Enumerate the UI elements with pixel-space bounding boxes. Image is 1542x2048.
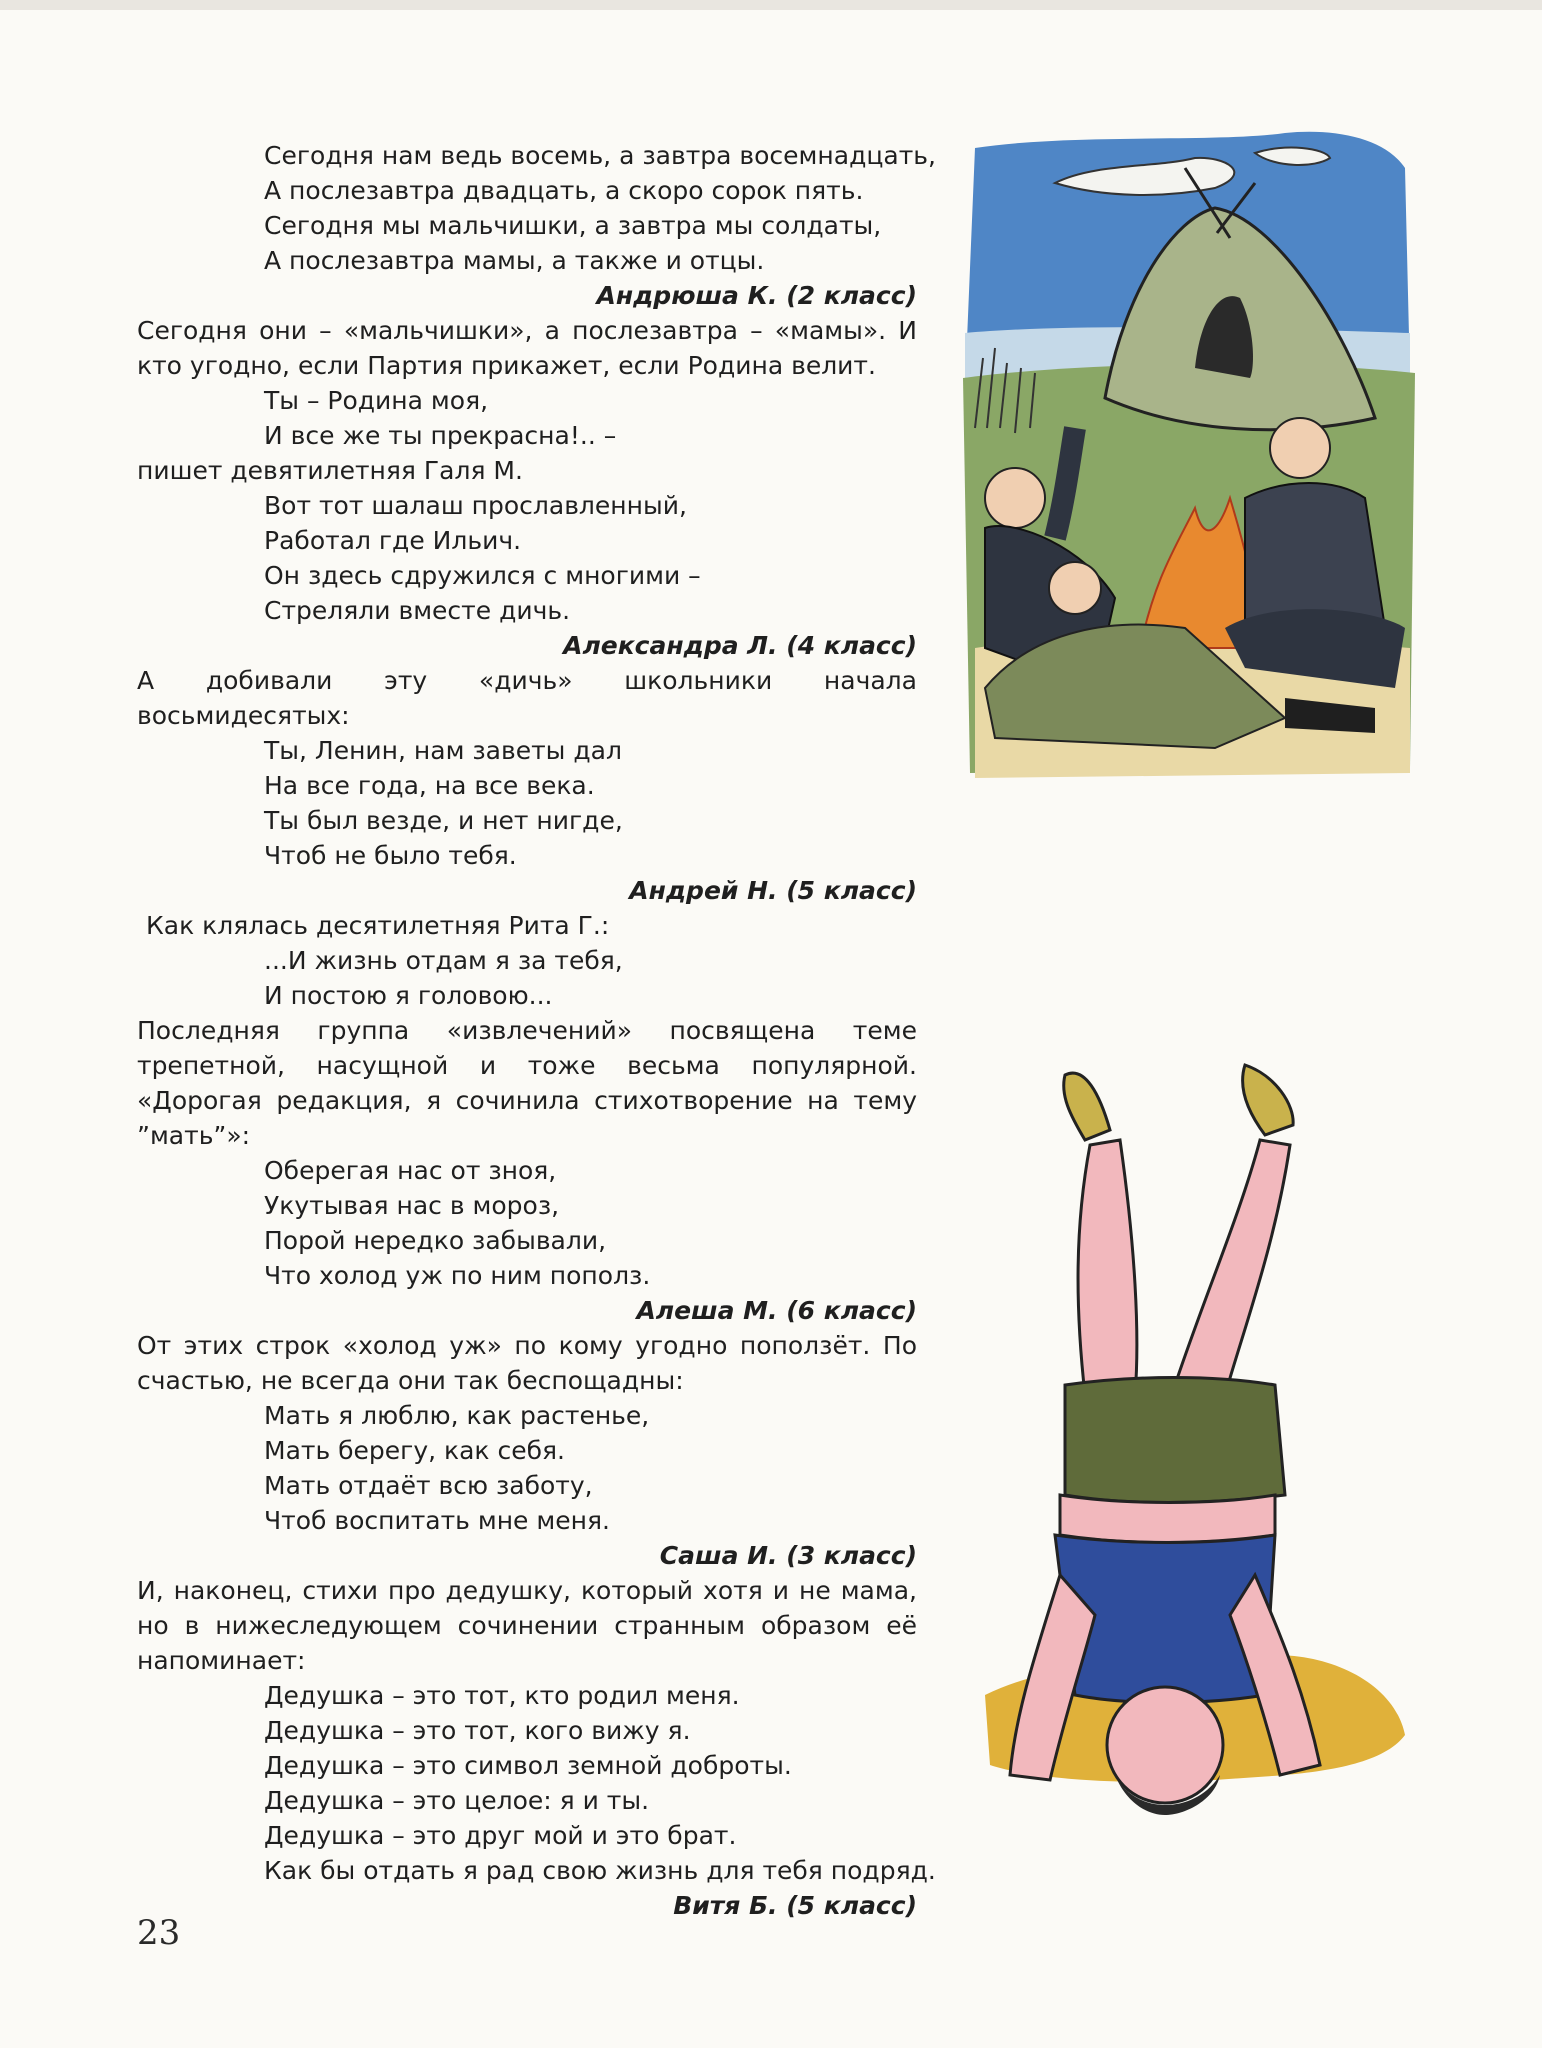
shoe-left xyxy=(1064,1073,1110,1140)
verse-line: Порой нередко забывали, xyxy=(264,1226,607,1255)
verse-line: Укутывая нас в мороз, xyxy=(264,1191,560,1220)
prose-paragraph: Сегодня они – «мальчишки», а послезавтра – «мамы». И кто угодно, если Партия прикажет, если Родина велит. xyxy=(137,316,917,380)
verse-line: Сегодня мы мальчишки, а завтра мы солдаты, xyxy=(264,211,882,240)
poem-author: Саша И. (3 класс) xyxy=(659,1541,917,1570)
page-number: 23 xyxy=(137,1913,181,1953)
prose-paragraph: И, наконец, стихи про дедушку, который хотя и не мама, но в нижеследующем сочинении странным образом её напоминает: xyxy=(137,1576,917,1675)
leg-right xyxy=(1175,1140,1290,1395)
verse-line: Ты – Родина моя, xyxy=(264,386,489,415)
verse-line: Дедушка – это целое: я и ты. xyxy=(264,1786,650,1815)
shoe-right xyxy=(1243,1065,1294,1135)
man-left-head xyxy=(985,468,1045,528)
boy-head xyxy=(1107,1687,1223,1803)
verse-line: Стреляли вместе дичь. xyxy=(264,596,571,625)
verse-line: Мать берегу, как себя. xyxy=(264,1436,566,1465)
verse-line: А послезавтра мамы, а также и отцы. xyxy=(264,246,765,275)
verse-line: Сегодня нам ведь восемь, а завтра восемнадцать, xyxy=(264,141,936,170)
verse-line: Он здесь сдружился с многими – xyxy=(264,561,701,590)
prose-paragraph: Последняя группа «извлечений» посвящена теме трепетной, насущной и тоже весьма популярной. «Дорогая редакция, я сочинила стихотворение на тему ”мать”»: xyxy=(137,1016,917,1150)
verse-line: Мать я люблю, как растенье, xyxy=(264,1401,650,1430)
verse-line: Ты был везде, и нет нигде, xyxy=(264,806,623,835)
campfire-illustration xyxy=(955,128,1420,788)
verse-line: А послезавтра двадцать, а скоро сорок пять. xyxy=(264,176,864,205)
man-right-head xyxy=(1270,418,1330,478)
verse-line: На все года, на все века. xyxy=(264,771,595,800)
leg-left xyxy=(1078,1140,1137,1395)
verse-line: Чтоб воспитать мне меня. xyxy=(264,1506,610,1535)
verse-line: Вот тот шалаш прославленный, xyxy=(264,491,687,520)
prose-paragraph: Как клялась десятилетняя Рита Г.: xyxy=(146,911,610,940)
verse-line: Оберегая нас от зноя, xyxy=(264,1156,557,1185)
man-right-body xyxy=(1245,483,1385,628)
prose-paragraph: А добивали эту «дичь» школьники начала восьмидесятых: xyxy=(137,666,917,730)
verse-line: Ты, Ленин, нам заветы дал xyxy=(264,736,622,765)
poem-author: Андрей Н. (5 класс) xyxy=(629,876,917,905)
verse-line: Дедушка – это символ земной доброты. xyxy=(264,1751,792,1780)
shorts xyxy=(1065,1378,1285,1503)
text-column xyxy=(137,138,936,1923)
verse-line: И все же ты прекрасна!.. – xyxy=(264,421,617,450)
verse-line: Что холод уж по ним пополз. xyxy=(264,1261,651,1290)
verse-line: И постою я головою... xyxy=(264,981,553,1010)
poem-author: Александра Л. (4 класс) xyxy=(563,631,917,660)
poem-author: Витя Б. (5 класс) xyxy=(673,1891,917,1920)
verse-line: Дедушка – это тот, кого вижу я. xyxy=(264,1716,691,1745)
poem-author: Андрюша К. (2 класс) xyxy=(596,281,917,310)
handstand-boy-illustration xyxy=(975,1055,1415,1885)
verse-line: Чтоб не было тебя. xyxy=(264,841,517,870)
belly xyxy=(1060,1495,1275,1543)
verse-line: Дедушка – это друг мой и это брат. xyxy=(264,1821,737,1850)
verse-line: Работал где Ильич. xyxy=(264,526,522,555)
verse-line: ...И жизнь отдам я за тебя, xyxy=(264,946,623,975)
verse-line: Мать отдаёт всю заботу, xyxy=(264,1471,593,1500)
scan-edge xyxy=(0,0,1542,10)
verse-line: Дедушка – это тот, кто родил меня. xyxy=(264,1681,740,1710)
prose-paragraph: От этих строк «холод уж» по кому угодно поползёт. По счастью, не всегда они так беспощадны: xyxy=(137,1331,917,1395)
verse-line: Как бы отдать я рад свою жизнь для тебя подряд. xyxy=(264,1856,936,1885)
poem-author: Алеша М. (6 класс) xyxy=(636,1296,917,1325)
prose-paragraph: пишет девятилетняя Галя М. xyxy=(137,456,523,485)
man-bottom-head xyxy=(1049,562,1101,614)
